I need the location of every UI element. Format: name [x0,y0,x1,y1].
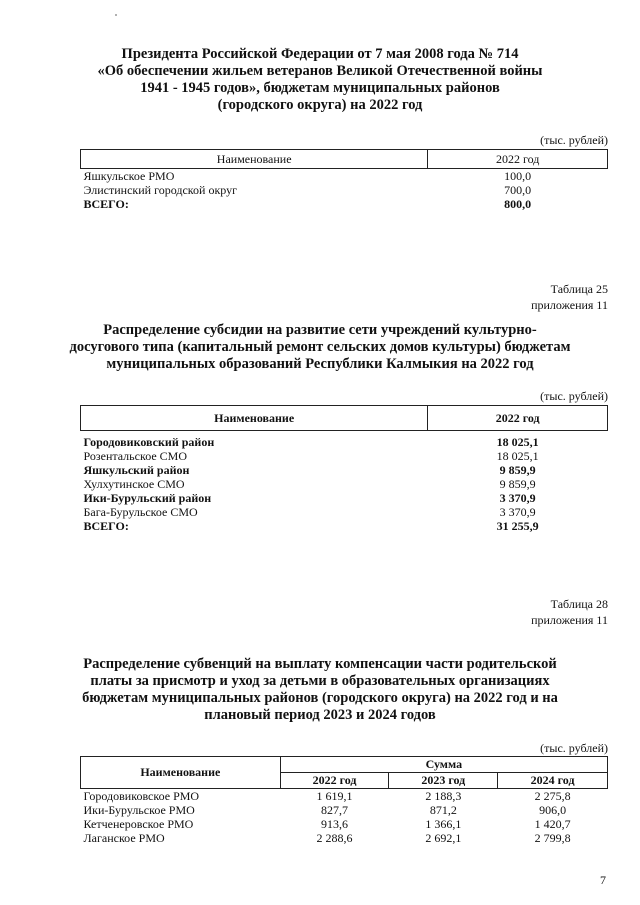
column-header-name: Наименование [81,757,281,789]
table-row [81,817,608,831]
table-row [81,491,608,505]
section2-title [40,322,600,373]
section2-table-ref [531,281,608,313]
row-value: 800,0 [504,197,532,211]
row-name: Ики-Бурульское РМО [83,803,195,817]
row-value: 2 188,3 [425,789,462,803]
row-value: 3 370,9 [499,491,536,505]
table-header-row [81,406,608,431]
row-name: Лаганское РМО [83,831,165,845]
title-line: муниципальных образований Республики Калмыкия на 2022 год [106,356,534,372]
row-name: ВСЕГО: [83,197,129,211]
row-value: 2 799,8 [534,831,571,845]
table-ref-line: приложения 11 [531,298,608,312]
section1-unit: (тыс. рублей) [540,133,608,147]
table-ref-line: приложения 11 [531,613,608,627]
table-row [81,169,608,184]
column-header-year: 2024 год [498,773,608,789]
row-name: Хулхутинское СМО [83,477,185,491]
row-value: 18 025,1 [496,435,539,449]
title-line: Президента Российской Федерации от 7 мая 2008 года № 714 [121,46,519,62]
row-value: 1 619,1 [316,789,353,803]
row-value: 18 025,1 [496,449,539,463]
section3-table [80,756,608,845]
title-line: 1941 - 1945 годов», бюджетам муниципальных районов [140,80,500,96]
title-line: бюджетам муниципальных районов (городского округа) на 2022 год и на [82,690,558,706]
row-value: 700,0 [504,183,532,197]
title-line: плановый период 2023 и 2024 годов [204,707,436,723]
title-line: «Об обеспечении жильем ветеранов Великой Отечественной войны [97,63,543,79]
row-name: Городовиковский район [83,435,215,449]
scan-speck [115,14,117,16]
total-row [81,197,608,211]
row-value: 9 859,9 [499,477,536,491]
row-value: 2 288,6 [316,831,353,845]
table-row [81,463,608,477]
title-line: Распределение субвенций на выплату компенсации части родительской [83,656,557,672]
column-header-name: Наименование [81,406,428,431]
row-value: 871,2 [429,803,457,817]
row-name: Элистинский городской округ [83,183,238,197]
row-value: 9 859,9 [499,463,536,477]
total-row [81,519,608,533]
section1-table [80,149,608,211]
section3-title [40,656,600,724]
row-value: 906,0 [539,803,567,817]
section3-table-ref [531,596,608,628]
row-value: 827,7 [321,803,349,817]
section3-unit: (тыс. рублей) [540,741,608,755]
row-value: 2 275,8 [534,789,571,803]
column-header-name: Наименование [81,150,428,169]
row-value: 3 370,9 [499,505,536,519]
table-row [81,435,608,449]
row-value: 100,0 [504,169,532,183]
table-row [81,505,608,519]
table-header-row [81,757,608,773]
title-line: Распределение субсидии на развитие сети учреждений культурно- [103,322,537,338]
row-name: Городовиковское РМО [83,789,200,803]
column-header-year: 2023 год [389,773,498,789]
row-value: 1 420,7 [534,817,571,831]
row-value: 913,6 [321,817,349,831]
table-row [81,831,608,845]
row-name: Бага-Бурульское СМО [83,505,198,519]
table-row [81,477,608,491]
row-value: 31 255,9 [496,519,539,533]
section1-title [40,46,600,114]
title-line: (городского округа) на 2022 год [217,97,423,113]
row-name: ВСЕГО: [83,519,129,533]
column-header-year: 2022 год [428,150,608,169]
table-ref-line: Таблица 25 [550,282,608,296]
table-row [81,803,608,817]
row-name: Кетченеровское РМО [83,817,194,831]
table-row [81,789,608,804]
row-name: Ики-Бурульский район [83,491,212,505]
row-name: Розентальское СМО [83,449,188,463]
table-ref-line: Таблица 28 [550,597,608,611]
section2-table [80,405,608,533]
title-line: досугового типа (капитальный ремонт сельских домов культуры) бюджетам [69,339,571,355]
column-header-year: 2022 год [428,406,608,431]
table-header-row [81,150,608,169]
row-value: 2 692,1 [425,831,462,845]
page-number: 7 [600,873,606,887]
column-header-year: 2022 год [280,773,389,789]
section2-unit: (тыс. рублей) [540,389,608,403]
table-row [81,183,608,197]
row-name: Яшкульский район [83,463,190,477]
row-name: Яшкульское РМО [83,169,175,183]
column-header-sum: Сумма [280,757,607,773]
row-value: 1 366,1 [425,817,462,831]
title-line: платы за присмотр и уход за детьми в образовательных организациях [90,673,550,689]
table-row [81,449,608,463]
